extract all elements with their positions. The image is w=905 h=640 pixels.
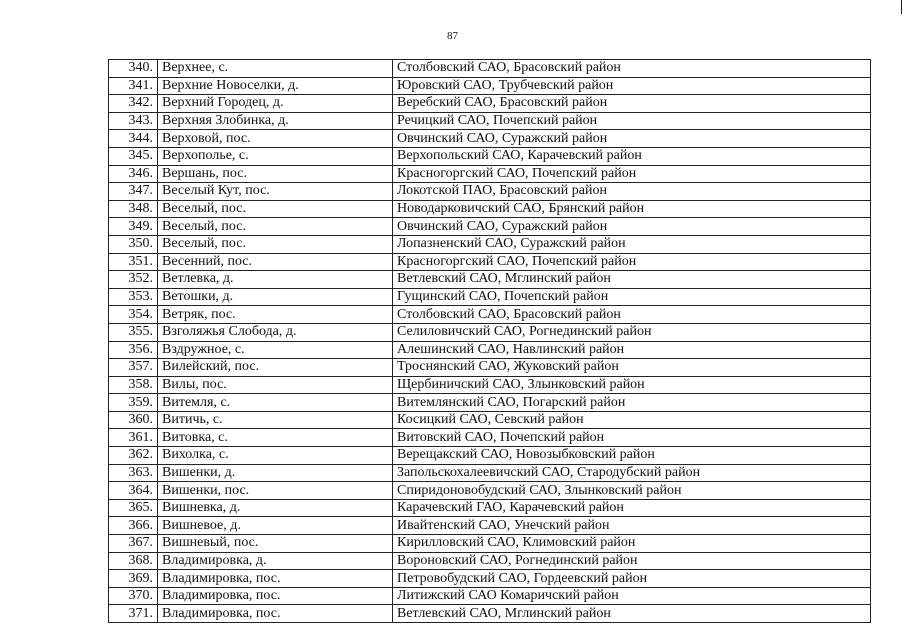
- settlement-name: Владимировка, пос.: [158, 587, 393, 605]
- table-row: [109, 341, 871, 359]
- row-number: 346.: [109, 165, 158, 183]
- table-row: [109, 429, 871, 447]
- row-number: 350.: [109, 235, 158, 253]
- table-row: [109, 605, 871, 623]
- table-row: [109, 95, 871, 113]
- table-row: [109, 570, 871, 588]
- administrative-unit: Овчинский САО, Суражский район: [393, 218, 871, 236]
- settlement-name: Вилы, пос.: [158, 376, 393, 394]
- row-number: 370.: [109, 587, 158, 605]
- table-row: [109, 482, 871, 500]
- settlement-name: Веселый, пос.: [158, 235, 393, 253]
- settlement-name: Витичь, с.: [158, 411, 393, 429]
- administrative-unit: Веребский САО, Брасовский район: [393, 95, 871, 113]
- administrative-unit: Спиридоновобудский САО, Злынковский район: [393, 482, 871, 500]
- table-row: [109, 464, 871, 482]
- administrative-unit: Селиловичский САО, Рогнединский район: [393, 323, 871, 341]
- row-number: 355.: [109, 323, 158, 341]
- row-number: 345.: [109, 147, 158, 165]
- row-number: 365.: [109, 499, 158, 517]
- settlement-name: Веселый Кут, пос.: [158, 183, 393, 201]
- settlement-name: Взголяжья Слобода, д.: [158, 323, 393, 341]
- administrative-unit: Косицкий САО, Севский район: [393, 411, 871, 429]
- table-row: [109, 376, 871, 394]
- settlement-name: Верхополье, с.: [158, 147, 393, 165]
- table-row: [109, 288, 871, 306]
- settlement-name: Владимировка, пос.: [158, 605, 393, 623]
- settlement-name: Вишневый, пос.: [158, 535, 393, 553]
- settlement-name: Верхняя Злобинка, д.: [158, 112, 393, 130]
- settlement-name: Владимировка, пос.: [158, 570, 393, 588]
- row-number: 362.: [109, 447, 158, 465]
- administrative-unit: Красногоргский САО, Почепский район: [393, 165, 871, 183]
- row-number: 368.: [109, 552, 158, 570]
- administrative-unit: Карачевский ГАО, Карачевский район: [393, 499, 871, 517]
- row-number: 353.: [109, 288, 158, 306]
- row-number: 352.: [109, 271, 158, 289]
- administrative-unit: Кирилловский САО, Климовский район: [393, 535, 871, 553]
- settlement-name: Владимировка, д.: [158, 552, 393, 570]
- row-number: 359.: [109, 394, 158, 412]
- administrative-unit: Витемлянский САО, Погарский район: [393, 394, 871, 412]
- settlement-name: Верховой, пос.: [158, 130, 393, 148]
- table-row: [109, 552, 871, 570]
- table-row: [109, 306, 871, 324]
- settlement-name: Вишенки, пос.: [158, 482, 393, 500]
- row-number: 360.: [109, 411, 158, 429]
- table-row: [109, 218, 871, 236]
- settlement-name: Верхние Новоселки, д.: [158, 77, 393, 95]
- administrative-unit: Красногоргский САО, Почепский район: [393, 253, 871, 271]
- administrative-unit: Петровобудский САО, Гордеевский район: [393, 570, 871, 588]
- settlement-name: Витовка, с.: [158, 429, 393, 447]
- settlement-name: Вишенки, д.: [158, 464, 393, 482]
- row-number: 357.: [109, 359, 158, 377]
- settlement-name: Витемля, с.: [158, 394, 393, 412]
- settlement-name: Вихолка, с.: [158, 447, 393, 465]
- administrative-unit: Вороновский САО, Рогнединский район: [393, 552, 871, 570]
- row-number: 343.: [109, 112, 158, 130]
- table-row: [109, 130, 871, 148]
- settlement-name: Вздружное, с.: [158, 341, 393, 359]
- table-row: [109, 359, 871, 377]
- table-row: [109, 253, 871, 271]
- table-row: [109, 147, 871, 165]
- row-number: 344.: [109, 130, 158, 148]
- row-number: 356.: [109, 341, 158, 359]
- settlement-name: Ветошки, д.: [158, 288, 393, 306]
- scan-edge-mark: [901, 0, 902, 14]
- table-row: [109, 200, 871, 218]
- table-row: [109, 60, 871, 78]
- administrative-unit: Алешинский САО, Навлинский район: [393, 341, 871, 359]
- administrative-unit: Литижский САО Комаричский район: [393, 587, 871, 605]
- row-number: 367.: [109, 535, 158, 553]
- settlement-name: Вершань, пос.: [158, 165, 393, 183]
- row-number: 354.: [109, 306, 158, 324]
- settlement-name: Вишневое, д.: [158, 517, 393, 535]
- administrative-unit: Лопазненский САО, Суражский район: [393, 235, 871, 253]
- administrative-unit: Новодарковичский САО, Брянский район: [393, 200, 871, 218]
- settlement-name: Весенний, пос.: [158, 253, 393, 271]
- page-number: 87: [447, 30, 458, 42]
- settlement-name: Вишневка, д.: [158, 499, 393, 517]
- settlement-name: Веселый, пос.: [158, 200, 393, 218]
- table-row: [109, 517, 871, 535]
- row-number: 348.: [109, 200, 158, 218]
- administrative-unit: Ивайтенский САО, Унечский район: [393, 517, 871, 535]
- table-row: [109, 77, 871, 95]
- table-row: [109, 587, 871, 605]
- settlements-table: [108, 59, 871, 623]
- administrative-unit: Локотской ПАО, Брасовский район: [393, 183, 871, 201]
- settlement-name: Верхнее, с.: [158, 60, 393, 78]
- administrative-unit: Щербиничский САО, Злынковский район: [393, 376, 871, 394]
- table-row: [109, 499, 871, 517]
- table-row: [109, 411, 871, 429]
- administrative-unit: Столбовский САО, Брасовский район: [393, 60, 871, 78]
- table-row: [109, 183, 871, 201]
- settlement-name: Верхний Городец, д.: [158, 95, 393, 113]
- table-row: [109, 112, 871, 130]
- table-row: [109, 323, 871, 341]
- table-row: [109, 271, 871, 289]
- administrative-unit: Овчинский САО, Суражский район: [393, 130, 871, 148]
- administrative-unit: Юровский САО, Трубчевский район: [393, 77, 871, 95]
- administrative-unit: Столбовский САО, Брасовский район: [393, 306, 871, 324]
- row-number: 366.: [109, 517, 158, 535]
- settlement-name: Ветлевка, д.: [158, 271, 393, 289]
- row-number: 371.: [109, 605, 158, 623]
- administrative-unit: Гущинский САО, Почепский район: [393, 288, 871, 306]
- table-row: [109, 447, 871, 465]
- table-row: [109, 535, 871, 553]
- settlement-name: Веселый, пос.: [158, 218, 393, 236]
- administrative-unit: Речицкий САО, Почепский район: [393, 112, 871, 130]
- row-number: 369.: [109, 570, 158, 588]
- settlement-name: Вилейский, пос.: [158, 359, 393, 377]
- row-number: 340.: [109, 60, 158, 78]
- row-number: 361.: [109, 429, 158, 447]
- administrative-unit: Верхопольский САО, Карачевский район: [393, 147, 871, 165]
- row-number: 351.: [109, 253, 158, 271]
- row-number: 347.: [109, 183, 158, 201]
- table-row: [109, 235, 871, 253]
- administrative-unit: Витовский САО, Почепский район: [393, 429, 871, 447]
- administrative-unit: Верещакский САО, Новозыбковский район: [393, 447, 871, 465]
- administrative-unit: Запольскохалеевичский САО, Стародубский район: [393, 464, 871, 482]
- row-number: 341.: [109, 77, 158, 95]
- row-number: 358.: [109, 376, 158, 394]
- administrative-unit: Ветлевский САО, Мглинский район: [393, 271, 871, 289]
- settlement-name: Ветряк, пос.: [158, 306, 393, 324]
- row-number: 363.: [109, 464, 158, 482]
- administrative-unit: Ветлевский САО, Мглинский район: [393, 605, 871, 623]
- table-row: [109, 394, 871, 412]
- row-number: 364.: [109, 482, 158, 500]
- administrative-unit: Троснянский САО, Жуковский район: [393, 359, 871, 377]
- table-body: [109, 60, 871, 623]
- row-number: 349.: [109, 218, 158, 236]
- table-row: [109, 165, 871, 183]
- row-number: 342.: [109, 95, 158, 113]
